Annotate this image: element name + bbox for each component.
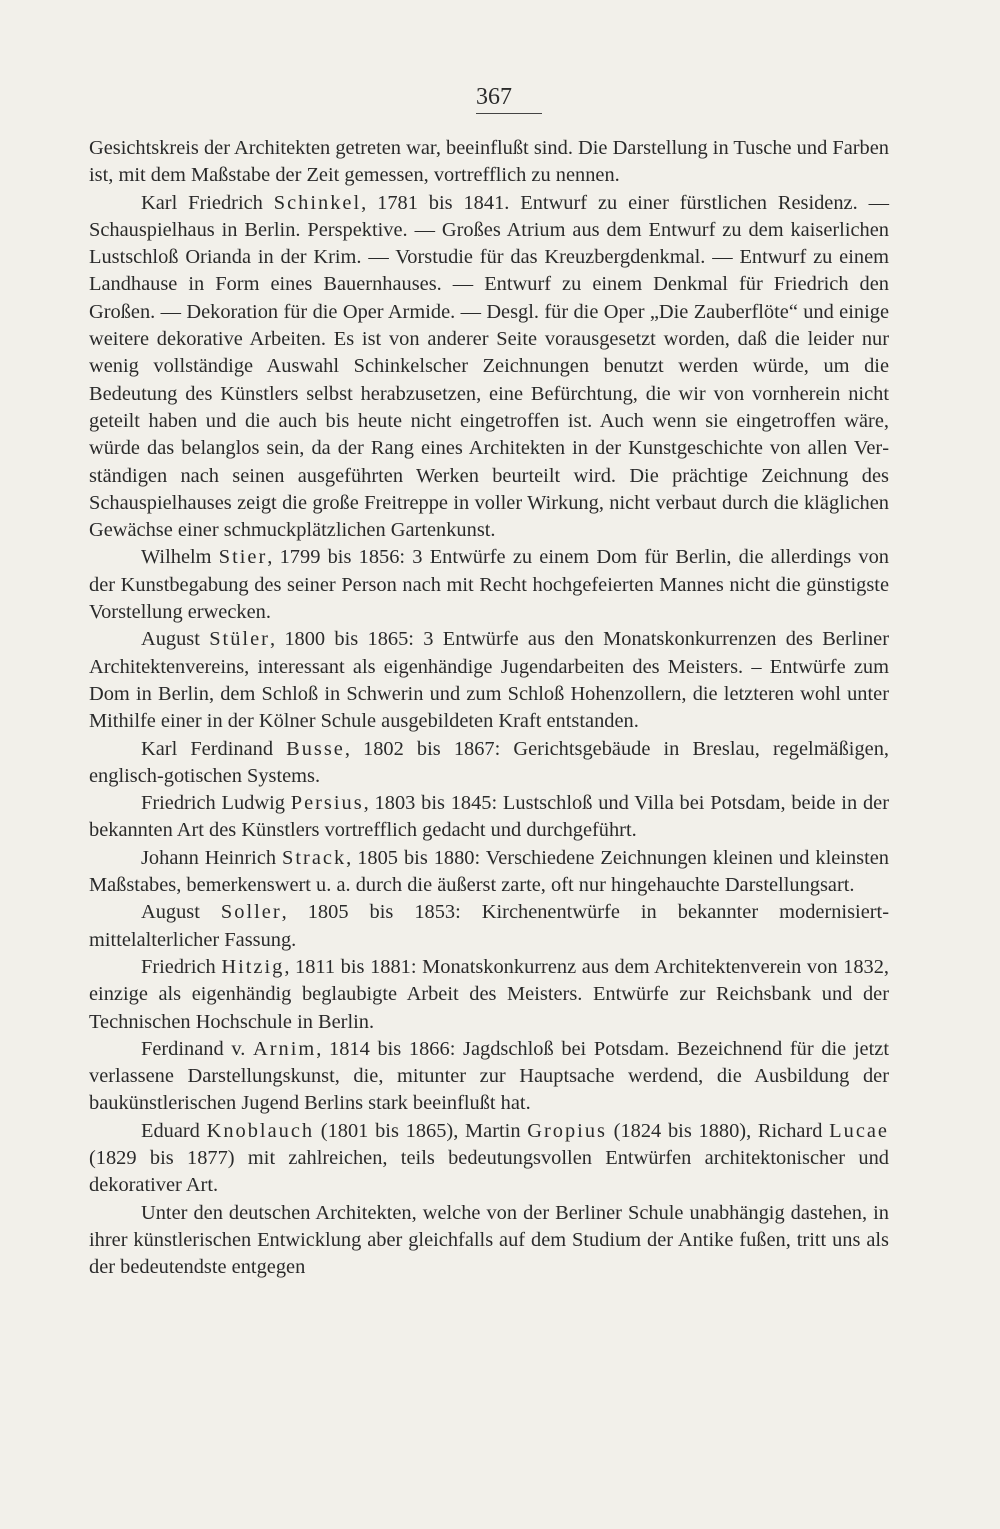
text-segment: Karl Ferdinand: [141, 737, 287, 760]
paragraph: [89, 954, 889, 1036]
body-text: [89, 135, 889, 1281]
text-segment: , 1805 bis 1880: Verschiedene Zeichnungen kleinen und kleinsten Maßstabes, bemerkenswert u. a. durch die äußerst zarte, oft nur hingehauchte Darstellungsart.: [89, 846, 889, 897]
person-name: Soller: [220, 901, 282, 924]
person-name: Knoblauch: [206, 1119, 315, 1142]
person-name: Lucae: [829, 1119, 889, 1142]
paragraph: [89, 1036, 889, 1118]
text-segment: August: [141, 901, 221, 924]
person-name: Arnim: [252, 1037, 317, 1060]
person-name: Stier: [218, 546, 268, 569]
text-segment: , 1802 bis 1867: Gerichtsgebäude in Breslau, regelmäßigen, englisch-gotischen Systems.: [89, 737, 890, 787]
text-segment: Wilhelm: [141, 546, 219, 569]
text-segment: (1829 bis 1877) mit zahlreichen, teils bedeutungsvollen Entwürfen architektonischer und dekorativer Art.: [89, 1146, 889, 1197]
paragraph: [89, 736, 889, 791]
text-segment: (1824 bis 1880), Richard: [606, 1119, 830, 1142]
text-segment: , 1803 bis 1845: Lustschloß und Villa bei Potsdam, beide in der bekannten Art des Künstlers vortrefflich gedacht und durchgeführt.: [89, 792, 889, 842]
text-segment: August: [141, 628, 210, 651]
text-segment: , 1805 bis 1853: Kirchenentwürfe in bekannter modernisiert-mittelalterlicher Fassung.: [89, 901, 889, 951]
page-number: 367: [476, 84, 542, 114]
text-segment: , 1814 bis 1866: Jagdschloß bei Potsdam. Bezeichnend für die jetzt verlassene Darstellungskunst, die, mitunter zur Hauptsache werdend, die Ausbildung der baukünstlerischen Jugend Berlins stark beeinflußt hat.: [89, 1037, 889, 1115]
text-segment: , 1800 bis 1865: 3 Entwürfe aus den Monatskonkurrenzen des Berliner Architektenvereins, interessant als eigenhändige Jugendarbeiten des Meisters. – Entwürfe zum Dom in Berlin, dem Schloß in Schwerin und zum Schloß Hohenzollern, die letzteren wohl unter Mithilfe einer in der Kölner Schule ausgebildeten Kraft entstanden.: [89, 628, 889, 733]
person-name: Stüler: [209, 628, 270, 651]
paragraph: [89, 899, 889, 954]
text-segment: Unter den deutschen Architekten, welche von der Berliner Schule unabhängig dastehen, in ihrer künstlerischen Entwicklung aber gleichfalls auf dem Studium der Antike fußen, tritt uns als der bedeutendste entgegen: [89, 1201, 889, 1279]
text-segment: Friedrich: [141, 955, 222, 978]
text-segment: Johann Heinrich: [141, 846, 283, 869]
person-name: Gropius: [527, 1119, 607, 1142]
person-name: Strack: [282, 846, 347, 869]
text-segment: Karl Friedrich: [141, 191, 274, 214]
text-segment: Friedrich Ludwig: [141, 792, 291, 815]
text-segment: (1801 bis 1865), Martin: [314, 1119, 528, 1142]
person-name: Busse: [286, 737, 345, 760]
paragraph: [89, 135, 889, 190]
paragraph: [89, 845, 889, 900]
person-name: Schinkel: [273, 191, 362, 214]
person-name: Hitzig: [221, 955, 285, 978]
paragraph: [89, 1118, 889, 1200]
text-segment: , 1781 bis 1841. Entwurf zu einer fürstlichen Residenz. — Schauspielhaus in Berlin. Perspektive. — Großes Atrium aus dem Entwurf zu dem kaiserlichen Lustschloß Orianda in der Krim. — Vorstudie für das Kreuzbergdenkmal. — Entwurf zu einem Landhause in Form eines Bauernhauses. — Entwurf zu einem Denkmal für Friedrich den Großen. — Dekoration für die Oper Armide. — Desgl. für die Oper „Die Zauberflöte“ und einige weitere dekorative Arbeiten. Es ist von anderer Seite vorausgesetzt worden, daß die leider nur wenig vollständige Auswahl Schinkelscher Zeichnungen benutzt werden würde, um die Bedeutung des Künstlers selbst herabzusetzen, eine Befürchtung, die wir von vornherein nicht geteilt haben und die auch bis heute nicht eingetroffen ist. Auch wenn sie eingetroffen wäre, würde das belanglos sein, da der Rang eines Architekten in der Kunstgeschichte von allen Verständigen nach seinen ausgeführten Werken beurteilt wird. Die prächtige Zeichnung des Schauspielhauses zeigt die große Freitreppe in voller Wirkung, nicht verbaut durch die kläglichen Gewächse einer schmuckplätzlichen Gartenkunst.: [89, 191, 889, 542]
text-segment: Gesichtskreis der Architekten getreten war, beeinflußt sind. Die Darstellung in Tusche und Farben ist, mit dem Maßstabe der Zeit gemessen, vortrefflich zu nennen.: [89, 137, 889, 187]
text-segment: Ferdinand v.: [141, 1037, 253, 1060]
paragraph: [89, 544, 889, 626]
text-segment: , 1799 bis 1856: 3 Entwürfe zu einem Dom für Berlin, die allerdings von der Kunstbegabung des seiner Person nach mit Recht hochgefeierten Mannes nicht die günstigste Vorstellung erwecken.: [89, 546, 889, 624]
paragraph: [89, 626, 889, 735]
person-name: Persius: [290, 792, 364, 815]
paragraph: [89, 1200, 889, 1282]
paragraph: [89, 790, 889, 845]
paragraph: [89, 190, 889, 545]
text-segment: , 1811 bis 1881: Monatskonkurrenz aus dem Architektenverein von 1832, einzige als eigenhändig beglaubigte Arbeit des Meisters. Entwürfe zur Reichsbank und der Technischen Hochschule in Berlin.: [89, 955, 890, 1033]
text-segment: Eduard: [141, 1119, 207, 1142]
